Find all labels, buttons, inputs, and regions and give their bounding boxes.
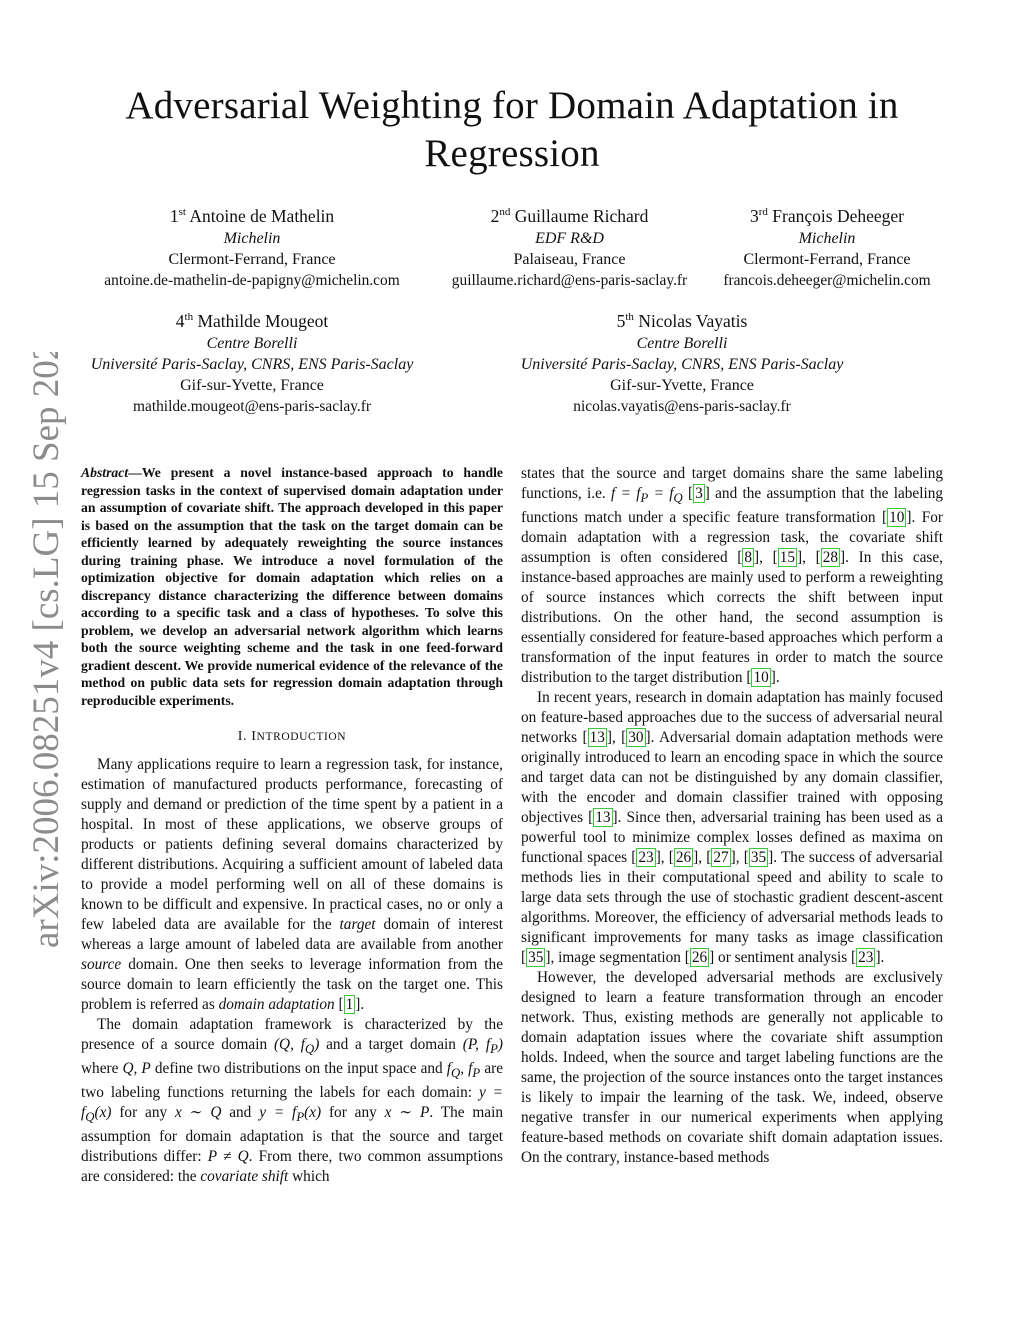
math-sub: P — [296, 1110, 305, 1125]
citation-link[interactable]: 35 — [750, 849, 767, 867]
author-location: Clermont-Ferrand, France — [743, 250, 911, 268]
text-run: where — [81, 1060, 123, 1078]
intro-paragraph-5: However, the developed adversarial methods are exclusively designed to learn a feature transformation through an encoder network. Thus, existing methods are generally not applicable to domain adaptation issues where the covariate shift assumption holds. Indeed, when the source and target labeling functions are the same, the projection of the source instances onto the target instances is likely to impair the learning of the task. We, indeed, observe negative transfer in our numerical experiments when applying feature-based methods on covariate shift domain adaptation issues. On the contrary, instance-based methods — [521, 969, 943, 1167]
text-run: ]. In this case, instance-based approaches are mainly used to perform a reweighting of source instances which corrects the shift between input distributions. On the other hand, the second assumption is essentially considered for feature-based approaches which perform a transformation of the input features in order to match the source distribution to the target distribution [ — [521, 549, 943, 687]
citation-link[interactable]: 10 — [753, 669, 769, 687]
citation-link[interactable]: 3 — [695, 485, 703, 502]
text-run: In recent years, research in domain adaptation has mainly focused on feature-based approaches due to the success of adversarial neural networks [ — [521, 689, 943, 747]
math-sub: Q — [451, 1066, 461, 1081]
text-run: ]. The success of adversarial methods lies in their computational speed and ability to scale to large data sets through the use of stochastic gradient descent-ascent algorithms. Moreover, the efficiency of adversarial methods leads to significant improvements for many tasks as image classification [ — [521, 849, 943, 967]
author-name — [82, 200, 422, 228]
text-run: ], [ — [655, 849, 674, 867]
math-part: ) — [314, 1036, 320, 1053]
author-ordinal-suffix: th — [184, 311, 194, 323]
intro-paragraph-2 — [81, 1015, 503, 1187]
author-email[interactable]: guillaume.richard@ens-paris-saclay.fr — [451, 271, 688, 289]
author-ordinal: 1 — [169, 205, 179, 226]
author-email[interactable]: nicolas.vayatis@ens-paris-saclay.fr — [573, 397, 791, 415]
text-run: ], [ — [693, 849, 712, 867]
math-sub: Q — [85, 1110, 95, 1125]
math-inline — [446, 1060, 481, 1081]
author-name — [712, 200, 942, 228]
math-inline: P ≠ Q — [207, 1148, 249, 1166]
intro-paragraph-3 — [521, 464, 943, 688]
citation-link[interactable]: 35 — [528, 949, 544, 967]
text-run: ]. For domain adaptation with a regression task, the covariate shift assumption is often considered [ — [521, 509, 943, 567]
citation-link[interactable]: 30 — [628, 729, 644, 747]
math-sub: P — [490, 1042, 498, 1057]
math-inline — [611, 485, 683, 506]
title-line-1: Adversarial Weighting for Domain Adaptation in — [125, 84, 899, 127]
right-column — [521, 464, 943, 1168]
author-ordinal: 2 — [490, 205, 500, 226]
paper-title — [80, 82, 944, 178]
math-part: (x) — [304, 1104, 322, 1122]
author-block-3 — [712, 200, 942, 291]
text-run: . The main assumption for domain adaptation is that the source and target distributions differ: — [81, 1104, 503, 1166]
math-part: y = f — [81, 1084, 503, 1122]
text-run: ]. Adversarial domain adaptation methods were originally introduced to learn an encoding space in which the source and target data can not be distinguished by any domain classifier, with the encoder and domain classifier trained with opposing objectives [ — [521, 729, 944, 827]
author-ordinal: 3 — [750, 205, 759, 226]
text-run: states that the source and target domains share the same labeling functions, i.e. — [521, 465, 943, 502]
author-location: Palaiseau, France — [513, 250, 626, 268]
section-title-rest: NTRODUCTION — [256, 731, 347, 743]
arxiv-stamp[interactable] — [14, 352, 70, 952]
citation-link[interactable]: 28 — [822, 549, 839, 567]
author-name — [500, 305, 864, 333]
math-part: , f — [460, 1060, 473, 1078]
author-email[interactable]: antoine.de-mathelin-de-papigny@michelin.com — [104, 271, 400, 289]
math-sub: Q — [673, 491, 683, 506]
intro-paragraph-1 — [81, 755, 503, 1015]
author-affiliation: Centre Borelli — [206, 334, 298, 352]
author-affiliation: Michelin — [798, 229, 856, 247]
author-affiliation-2: Université Paris-Saclay, CNRS, ENS Paris-Saclay — [90, 355, 414, 373]
author-ordinal-suffix: nd — [499, 206, 511, 218]
text-run: and a target domain — [319, 1036, 463, 1053]
section-heading-introduction — [81, 729, 503, 745]
text-run: which — [288, 1168, 330, 1186]
citation-link[interactable]: 23 — [638, 849, 654, 867]
text-run: for any — [111, 1104, 175, 1122]
text-run: [ — [682, 485, 694, 502]
citation-link[interactable]: 13 — [589, 729, 605, 747]
emphasis-domain-adaptation: domain adaptation — [218, 996, 335, 1013]
author-affiliation-2: Université Paris-Saclay, CNRS, ENS Paris-Saclay — [520, 355, 844, 373]
author-name-text: Guillaume Richard — [514, 205, 649, 226]
math-sub: P — [640, 491, 649, 506]
author-email[interactable]: mathilde.mougeot@ens-paris-saclay.fr — [133, 397, 371, 415]
author-location: Gif-sur-Yvette, France — [610, 376, 754, 394]
text-run: The domain adaptation framework is characterized by the presence of a source domain — [81, 1016, 503, 1053]
author-ordinal: 5 — [616, 310, 626, 331]
author-name-text: Mathilde Mougeot — [197, 310, 329, 331]
text-run: ]. — [355, 996, 365, 1013]
author-ordinal-suffix: th — [625, 311, 634, 323]
author-ordinal: 4 — [175, 310, 185, 331]
text-run: ] or sentiment analysis [ — [709, 949, 857, 967]
math-part: (P, f — [462, 1036, 491, 1053]
text-run: [ — [334, 996, 344, 1013]
author-name — [432, 200, 707, 228]
citation-link[interactable]: 27 — [713, 849, 729, 867]
math-part: ) — [497, 1036, 503, 1053]
text-run: for any — [321, 1104, 385, 1122]
text-run: ] and the assumption that the labeling functions match under a specific feature transformation [ — [521, 485, 944, 527]
math-inline — [462, 1036, 503, 1057]
abstract — [81, 464, 503, 709]
arxiv-stamp-svg — [14, 352, 70, 952]
math-inline — [273, 1036, 320, 1057]
author-affiliation: Michelin — [223, 229, 281, 247]
author-location: Gif-sur-Yvette, France — [180, 376, 324, 394]
math-sub: Q — [304, 1042, 315, 1057]
author-ordinal-suffix: rd — [758, 206, 768, 218]
math-inline: x ∼ Q — [174, 1104, 222, 1122]
abstract-label: Abstract — [81, 465, 129, 480]
author-email[interactable]: francois.deheeger@michelin.com — [723, 271, 931, 289]
citation-link[interactable]: 8 — [744, 549, 753, 567]
author-block-4 — [70, 305, 434, 417]
author-location: Clermont-Ferrand, France — [168, 250, 336, 268]
text-run: domain of interest whereas a large amount of labeled data are available from another — [81, 916, 503, 953]
citation-link[interactable]: 1 — [345, 996, 354, 1013]
text-run: . From there, two common assumptions are considered: the — [81, 1148, 503, 1186]
math-part: f = f — [611, 485, 641, 502]
emphasis-target: target — [339, 916, 376, 933]
author-ordinal-suffix: st — [178, 206, 186, 218]
author-name-text: Antoine de Mathelin — [189, 205, 335, 226]
math-sub: P — [472, 1066, 481, 1081]
text-run: ]. — [770, 669, 780, 687]
text-run: ], [ — [730, 849, 749, 867]
section-number: I. — [237, 729, 248, 744]
abstract-text: We present a novel instance-based approach to handle regression tasks in the context of supervised domain adaptation under an assumption of covariate shift. The approach developed in this paper is based on the assumption that the task on the target domain can be efficiently learned by adequately reweighting the source instances during training phase. We introduce a novel formulation of the optimization objective for domain adaptation which relies on a discrepancy distance characterizing the difference between domains according to a specific task and a class of hypotheses. To solve this problem, we develop an adversarial network algorithm which learns both the source weighting scheme and the task in one feed-forward gradient descent. We provide numerical evidence of the relevance of the method on public data sets for regression domain adaptation through reproducible experiments. — [81, 465, 503, 708]
text-run: ], [ — [797, 549, 821, 567]
text-run: ], [ — [606, 729, 627, 747]
author-block-5 — [500, 305, 864, 417]
citation-link[interactable]: 15 — [779, 549, 796, 567]
math-part: (Q, f — [273, 1036, 305, 1053]
emphasis-source: source — [81, 956, 122, 973]
author-name-text: Nicolas Vayatis — [638, 310, 748, 331]
text-run: ]. — [875, 949, 885, 967]
author-block-1 — [82, 200, 422, 291]
author-affiliation: Centre Borelli — [636, 334, 728, 352]
math-inline — [259, 1104, 322, 1125]
text-run: domain. One then seeks to leverage information from the source domain to learn efficiently the task on the target one. This problem is referred as — [81, 956, 503, 1013]
citation-link[interactable]: 13 — [595, 809, 611, 827]
math-part: (x) — [94, 1104, 112, 1122]
emphasis-covariate-shift: covariate shift — [200, 1168, 289, 1186]
title-line-2: Regression — [424, 132, 600, 175]
left-column — [81, 464, 503, 1187]
citation-link[interactable]: 26 — [691, 949, 708, 967]
author-name-text: François Deheeger — [772, 205, 904, 226]
text-run: ], [ — [754, 549, 778, 567]
math-part: y = f — [259, 1104, 297, 1122]
math-part: f — [446, 1060, 452, 1078]
abstract-dash: — — [128, 465, 142, 480]
author-name — [70, 305, 434, 333]
citation-link[interactable]: 10 — [889, 509, 905, 527]
intro-paragraph-4 — [521, 688, 943, 968]
text-run: are two labeling functions returning the labels for each domain: — [81, 1060, 503, 1102]
citation-link[interactable]: 26 — [675, 849, 692, 867]
section-title-cap: I — [251, 729, 257, 744]
text-run: Many applications require to learn a regression task, for instance, estimation of manufactured products performance, forecasting of supply and demand or prediction of the time spent by a patient in a hospital. In most of these applications, we observe groups of products or patients defining several domains characterized by different distributions. Acquiring a sufficient amount of labeled data to provide a model performing well on all of these domains is known to be difficult and expensive. In practical cases, no or only a few labeled data are available for the — [81, 756, 503, 933]
text-run: and — [221, 1104, 260, 1122]
author-block-2 — [432, 200, 707, 291]
text-run: ], image segmentation [ — [545, 949, 690, 967]
math-part: = f — [648, 485, 674, 502]
math-inline: Q, P — [122, 1060, 151, 1078]
text-run: ]. Since then, adversarial training has been used as a powerful tool to minimize complex losses defined as maxima on functional spaces [ — [521, 809, 943, 867]
text-run: define two distributions on the input space and — [150, 1060, 447, 1078]
arxiv-stamp-text: arXiv:2006.08251v4 [cs.LG] 15 Sep 2021 — [26, 352, 67, 948]
math-inline: x ∼ P — [384, 1104, 430, 1122]
author-affiliation: EDF R&D — [535, 229, 604, 247]
citation-link[interactable]: 23 — [858, 949, 874, 967]
